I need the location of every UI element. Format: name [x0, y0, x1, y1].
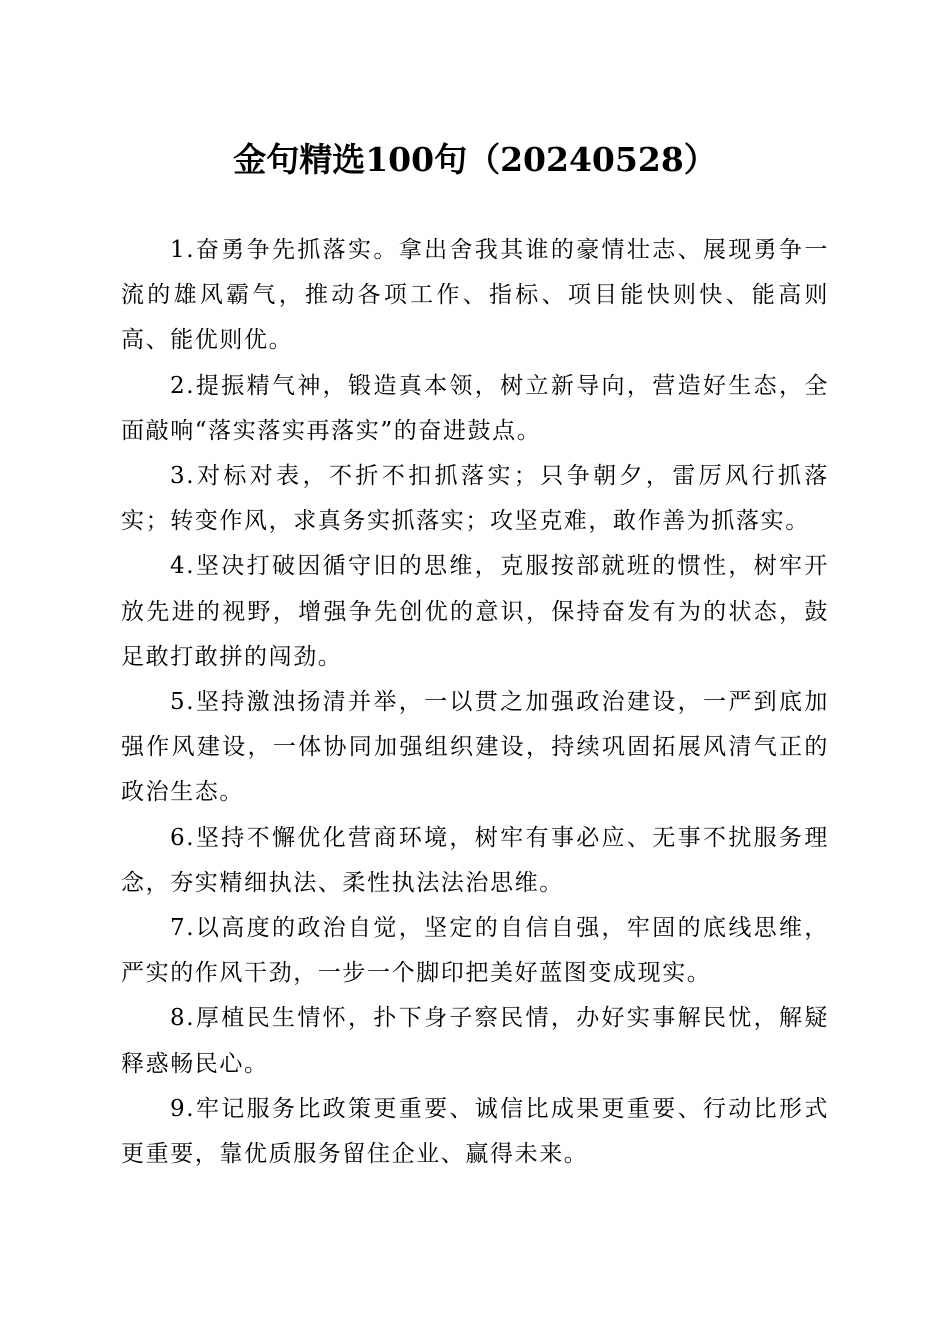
paragraph-5: 5.坚持激浊扬清并举，一以贯之加强政治建设，一严到底加强作风建设，一体协同加强组织建设，持续巩固拓展风清气正的政治生态。 [121, 689, 829, 806]
paragraph-8: 8.厚植民生情怀，扑下身子察民情，办好实事解民忧，解疑释惑畅民心。 [121, 1005, 829, 1077]
document-body [121, 228, 829, 1177]
paragraph-1: 1.奋勇争先抓落实。拿出舍我其谁的豪情壮志、展现勇争一流的雄风霸气，推动各项工作、指标、项目能快则快、能高则高、能优则优。 [121, 237, 829, 354]
paragraph-9: 9.牢记服务比政策更重要、诚信比成果更重要、行动比形式更重要，靠优质服务留住企业、赢得未来。 [121, 1095, 829, 1168]
paragraph-3: 3.对标对表，不折不扣抓落实；只争朝夕，雷厉风行抓落实；转变作风，求真务实抓落实；攻坚克难，敢作善为抓落实。 [121, 463, 829, 535]
paragraph-6: 6.坚持不懈优化营商环境，树牢有事必应、无事不扰服务理念，夯实精细执法、柔性执法法治思维。 [121, 824, 829, 896]
paragraph-2: 2.提振精气神，锻造真本领，树立新导向，营造好生态，全面敲响“落实落实再落实”的奋进鼓点。 [121, 372, 829, 444]
paragraph-4: 4.坚决打破因循守旧的思维，克服按部就班的惯性，树牢开放先进的视野，增强争先创优的意识，保持奋发有为的状态，鼓足敢打敢拼的闯劲。 [121, 553, 829, 670]
paragraph-7: 7.以高度的政治自觉，坚定的自信自强，牢固的底线思维，严实的作风干劲，一步一个脚印把美好蓝图变成现实。 [121, 915, 829, 987]
document-title: 金句精选100句（20240528） [233, 140, 717, 179]
